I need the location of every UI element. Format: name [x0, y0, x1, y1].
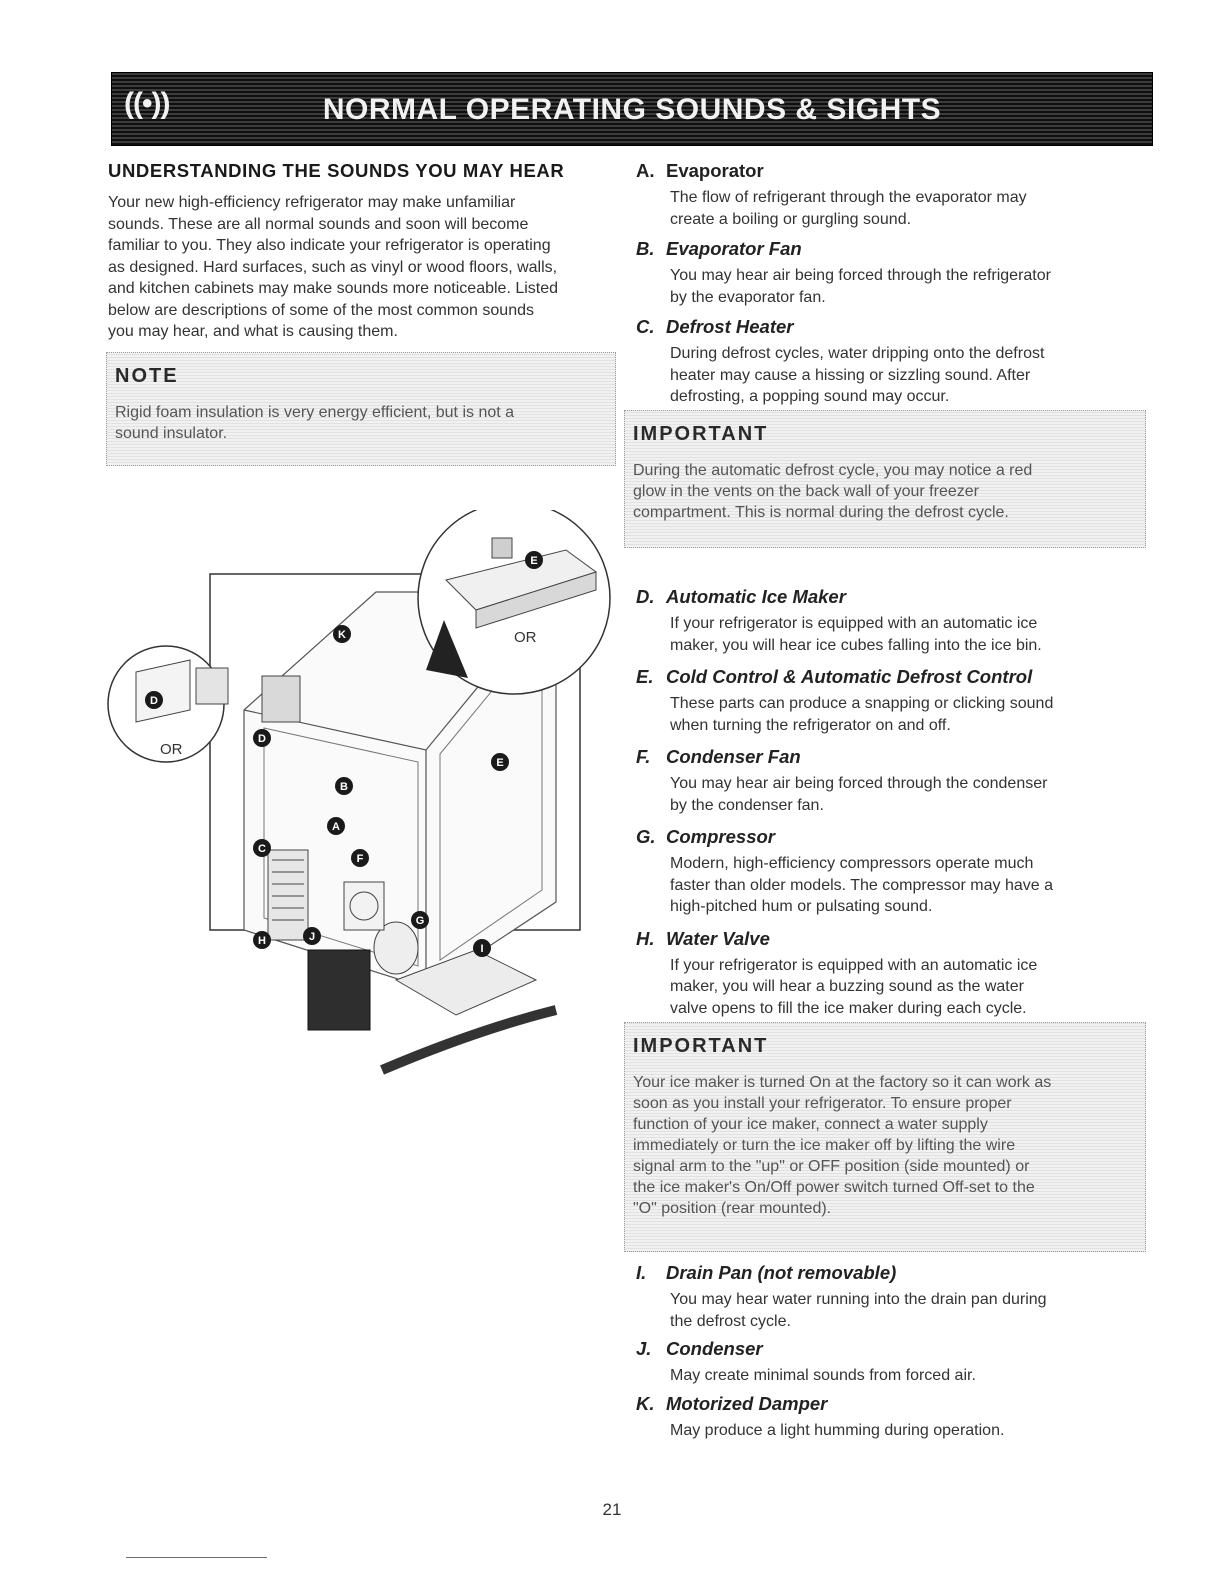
sound-waves-icon: ((•)) — [124, 87, 170, 120]
item-drain-pan: I. Drain Pan (not removable) You may hear water running into the drain pan during the defrost cycle. — [636, 1262, 1047, 1330]
intro-paragraph: Your new high-efficiency refrigerator may make unfamiliar sounds. These are all normal sounds and soon will become familiar to you. They also indicate your refrigerator is operating as designed. Hard surfaces, such as vinyl or wood floors, walls, and kitchen cabinets may make sounds more noticeable. Listed below are descriptions of some of the most common sounds you may hear, and what is causing them. — [108, 194, 559, 340]
or-label-right: OR — [514, 629, 537, 646]
important-text: During the automatic defrost cycle, you may notice a red glow in the vents on the back wall of your freezer compartment. This is normal during the defrost cycle. — [633, 462, 1033, 521]
item-title: Condenser Fan — [666, 746, 801, 767]
note-text: Rigid foam insulation is very energy efficient, but is not a sound insulator. — [115, 404, 515, 442]
item-title: Automatic Ice Maker — [666, 586, 846, 607]
important-label: IMPORTANT — [633, 1035, 769, 1057]
note-label: NOTE — [115, 365, 179, 387]
item-title: Drain Pan (not removable) — [666, 1262, 897, 1283]
sounds-list-mid — [636, 586, 1136, 1019]
item-title: Motorized Damper — [666, 1392, 828, 1414]
intro-heading: UNDERSTANDING THE SOUNDS YOU MAY HEAR — [108, 160, 565, 181]
sounds-list-bottom — [636, 1262, 1136, 1441]
important-text: Your ice maker is turned On at the factory so it can work as soon as you install your refrigerator. To ensure proper function of your ice maker, connect a water supply immediately or turn the ice maker off by lifting the wire signal arm to the "up" or OFF position (side mounted) or the ice maker's On/Off power switch turned Off-set to the "O" position (rear mounted). — [633, 1074, 1052, 1217]
item-title: Water Valve — [666, 927, 770, 949]
item-defrost-heater: C. Defrost Heater During defrost cycles, water dripping onto the defrost heater may cause a hissing or sizzling sound. After defrosting, a popping sound may occur. — [636, 316, 1045, 405]
footer-rule — [126, 1557, 267, 1558]
important-callout-defrost — [624, 410, 1146, 548]
item-compressor: G. Compressor Modern, high-efficiency compressors operate much faster than older models. The compressor may have a high-pitched hum or pulsating sound. — [636, 826, 1053, 915]
diagram-label-h: H — [258, 935, 266, 947]
diagram-label-j: J — [308, 931, 316, 943]
refrigerator-diagram — [96, 510, 616, 1140]
diagram-label-k: K — [338, 629, 346, 641]
section-title: NORMAL OPERATING SOUNDS & SIGHTS — [322, 93, 942, 126]
item-title: Defrost Heater — [666, 316, 794, 337]
item-title: Compressor — [666, 826, 775, 847]
diagram-label-d-inset: D — [150, 695, 158, 707]
item-evaporator: A. Evaporator The flow of refrigerant through the evaporator may create a boiling or gurgling sound. — [636, 160, 1027, 228]
diagram-label-f: F — [356, 853, 364, 865]
important-callout-ice-maker — [624, 1022, 1146, 1252]
page-number: 21 — [602, 1500, 622, 1519]
item-title: Evaporator — [666, 160, 764, 181]
item-title: Condenser — [666, 1338, 763, 1359]
item-title: Cold Control & Automatic Defrost Control — [666, 666, 1033, 687]
diagram-label-e-main: E — [496, 757, 504, 769]
diagram-label-e-inset: E — [530, 555, 538, 567]
note-callout — [106, 352, 616, 466]
diagram-label-a: A — [332, 821, 340, 833]
diagram-label-i: I — [480, 943, 484, 955]
item-water-valve: H. Water Valve If your refrigerator is equipped with an automatic ice maker, you will hear a buzzing sound as the water valve opens to fill the ice maker during each cycle. — [636, 927, 1038, 1017]
important-label: IMPORTANT — [633, 423, 769, 445]
or-label-left: OR — [160, 741, 183, 758]
intro-section — [108, 160, 620, 343]
item-automatic-ice-maker: D. Automatic Ice Maker If your refrigerator is equipped with an automatic ice maker, you will hear ice cubes falling into the ice bin. — [636, 586, 1042, 654]
sounds-list — [636, 160, 1136, 408]
item-title: Evaporator Fan — [666, 238, 802, 259]
item-condenser-fan: F. Condenser Fan You may hear air being forced through the condenser by the condenser fan. — [636, 746, 1048, 814]
item-cold-control: E. Cold Control & Automatic Defrost Control These parts can produce a snapping or clicking sound when turning the refrigerator on and off. — [636, 666, 1054, 734]
item-condenser: J. Condenser May create minimal sounds from forced air. — [636, 1338, 976, 1384]
diagram-label-g: G — [415, 915, 425, 927]
item-evaporator-fan: B. Evaporator Fan You may hear air being forced through the refrigerator by the evaporator fan. — [636, 238, 1051, 306]
section-banner — [111, 72, 1153, 146]
diagram-label-d-main: D — [258, 733, 266, 745]
item-motorized-damper: K. Motorized Damper May produce a light humming during operation. — [636, 1392, 1005, 1439]
diagram-label-c: C — [258, 843, 266, 855]
diagram-label-b: B — [340, 781, 348, 793]
